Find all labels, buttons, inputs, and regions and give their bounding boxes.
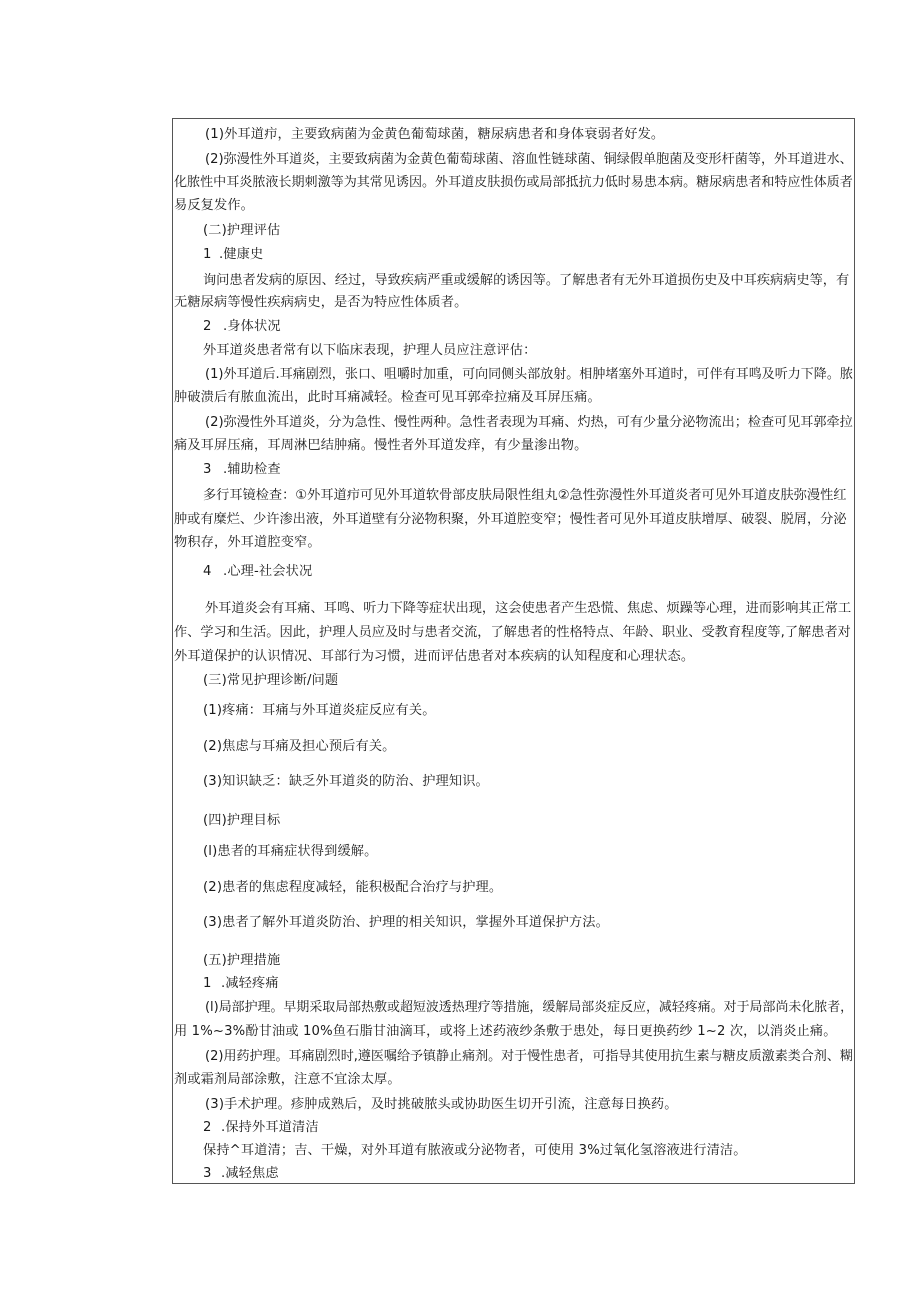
heading-number: 2 [203, 1120, 212, 1135]
paragraph-line: 肿或有糜烂、少许渗出液，外耳道壁有分泌物积聚，外耳道腔变窄；慢性者可见外耳道皮肤增厚、破裂、脱屑，分泌 [174, 512, 847, 527]
paragraph-line: (3)手术护理。疹肿成熟后，及时挑破脓头或协助医生切开引流，注意每日换药。 [205, 1097, 678, 1112]
paragraph-line: 物积存，外耳道腔变窄。 [174, 535, 321, 550]
subsection-heading: .辅助检查 [223, 462, 281, 477]
list-item: (2)患者的焦虑程度减轻，能积极配合治疗与护理。 [203, 880, 503, 895]
paragraph-line: 保持^耳道清；吉、干燥，对外耳道有脓液或分泌物者，可使用 3%过氧化氢溶液进行清洁。 [203, 1143, 747, 1158]
paragraph-line: (2)用药护理。耳痛剧烈时,遵医嘱给予镇静止痛剂。对于慢性患者，可指导其使用抗生素与糖皮质激素类合剂、糊 [205, 1049, 853, 1064]
list-item: (3)知识缺乏：缺乏外耳道炎的防治、护理知识。 [203, 774, 489, 789]
heading-number: 3 [203, 462, 212, 477]
paragraph-line: 剂或霜剂局部涂敷，注意不宜涂太厚。 [174, 1072, 401, 1087]
paragraph-line: (2)弥漫性外耳道炎，主要致病菌为金黄色葡萄球菌、溶血性链球菌、铜绿假单胞菌及变形杆菌等，外耳道进水、 [205, 152, 853, 167]
list-item: (1)疼痛：耳痛与外耳道炎症反应有关。 [203, 703, 436, 718]
paragraph-line: 外耳道炎会有耳痛、耳鸣、听力下降等症状出现，这会使患者产生恐慌、焦虑、烦躁等心理，进而影响其正常工 [205, 601, 852, 616]
section-heading: (二)护理评估 [203, 223, 281, 238]
paragraph-line: 作、学习和生活。因此，护理人员应及时与患者交流，了解患者的性格特点、年龄、职业、受教育程度等,了解患者对 [174, 625, 851, 640]
paragraph-line: 外耳道炎患者常有以下临床表现，护理人员应注意评估： [203, 343, 537, 358]
paragraph-line: 外耳道保护的认识情况、耳部行为习惯，进而评估患者对本疾病的认知程度和心理状态。 [174, 649, 695, 664]
subsection-heading: .心理-社会状况 [223, 564, 313, 579]
heading-number: 2 [203, 319, 212, 334]
section-heading: (四)护理目标 [203, 813, 281, 828]
subsection-heading: .减轻疼痛 [221, 976, 279, 991]
paragraph-line: 化脓性中耳炎脓液长期刺激等为其常见诱因。外耳道皮肤损伤或局部抵抗力低时易患本病。糖尿病患者和特应性体质者 [174, 175, 853, 190]
paragraph-line: 肿破溃后有脓血流出，此时耳痛减轻。检查可见耳郭牵拉痛及耳屏压痛。 [174, 390, 601, 405]
section-heading: (三)常见护理诊断/问题 [203, 673, 339, 688]
paragraph-line: (1)外耳道疖，主要致病菌为金黄色葡萄球菌，糖尿病患者和身体衰弱者好发。 [205, 127, 665, 142]
paragraph-line: (l)局部护理。早期采取局部热敷或超短波透热理疗等措施，缓解局部炎症反应，减轻疼痛。对于局部尚未化脓者， [205, 1000, 854, 1015]
section-heading: (五)护理措施 [203, 953, 281, 968]
list-item: (3)患者了解外耳道炎防治、护理的相关知识，掌握外耳道保护方法。 [203, 915, 609, 930]
heading-number: 3 [203, 1166, 212, 1181]
paragraph-line: 易反复发作。 [174, 198, 255, 213]
list-item: (l)患者的耳痛症状得到缓解。 [203, 844, 378, 859]
heading-number: 4 [203, 564, 212, 579]
paragraph-line: (2)弥漫性外耳道炎，分为急性、慢性两种。急性者表现为耳痛、灼热，可有少量分泌物流出；检查可见耳郭牵拉 [205, 415, 853, 430]
paragraph-line: 无糖尿病等慢性疾病病史，是否为特应性体质者。 [174, 295, 468, 310]
paragraph-line: 用 1%~3%酚甘油或 10%鱼石脂甘油滴耳，或将上述药液纱条敷于患处，每日更换药纱 1~2 次，以消炎止痛。 [174, 1024, 837, 1039]
list-item: (2)焦虑与耳痛及担心预后有关。 [203, 739, 396, 754]
subsection-heading: .身体状况 [223, 319, 281, 334]
heading-number: 1 [203, 976, 212, 991]
paragraph-line: (1)外耳道后.耳痛剧烈，张口、咀嚼时加重，可向同侧头部放射。相肿堵塞外耳道时，可伴有耳鸣及听力下降。脓 [205, 367, 853, 382]
paragraph-line: 痛及耳屏压痛，耳周淋巴结肿痛。慢性者外耳道发痒，有少量渗出物。 [174, 438, 588, 453]
subsection-heading: .保持外耳道清洁 [221, 1120, 319, 1135]
subsection-heading: .减轻焦虑 [221, 1166, 279, 1181]
paragraph-line: 询问患者发病的原因、经过，导致疾病严重或缓解的诱因等。了解患者有无外耳道损伤史及中耳疾病病史等，有 [203, 273, 850, 288]
heading-number: 1 [203, 247, 212, 262]
subsection-heading: .健康史 [219, 247, 264, 262]
paragraph-line: 多行耳镜检查：①外耳道疖可见外耳道软骨部皮肤局限性组丸②急性弥漫性外耳道炎者可见外耳道皮肤弥漫性红 [203, 488, 847, 503]
